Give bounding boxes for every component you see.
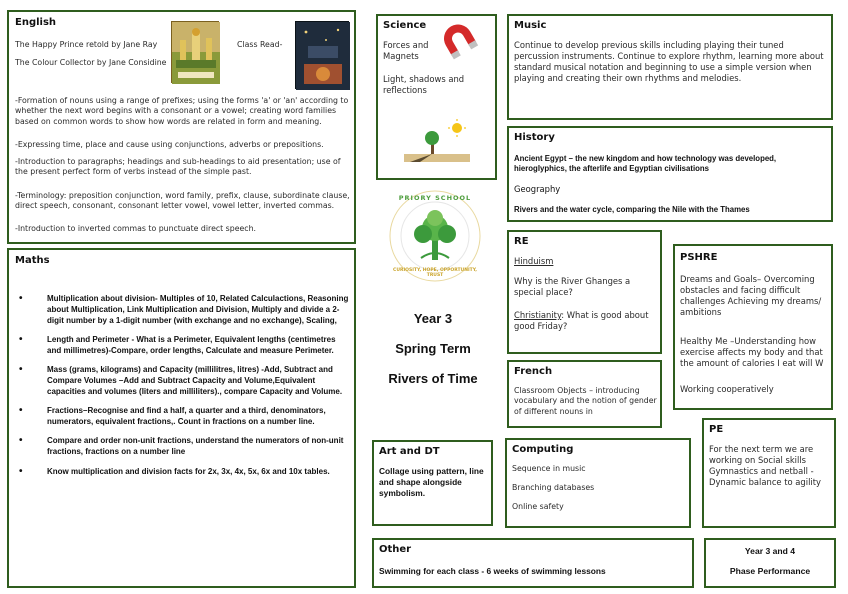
french-panel [507,360,662,428]
computing-panel [505,438,691,528]
english-point-3: -Introduction to paragraphs; headings and sub-headings to aid presentation; use of the present perfect form of verbs instead of the simple past. [15,157,341,177]
art-dt-heading: Art and DT [379,446,440,457]
other-heading: Other [379,544,412,555]
pe-heading: PE [709,424,724,435]
re-christianity-label: Christianity [514,310,562,320]
english-book-1: The Happy Prince retold by Jane Ray [15,40,158,49]
geography-text: Rivers and the water cycle, comparing the Nile with the Thames [514,205,750,214]
english-point-4: -Terminology: preposition conjunction, word family, prefix, clause, subordinate clause, direct speech, consonant, consonant letter vowel, vowel letter, inverted commas. [15,191,350,211]
re-heading: RE [514,236,529,247]
english-point-2: -Expressing time, place and cause using conjunctions, adverbs or prepositions. [15,140,324,149]
english-heading: English [15,17,57,28]
colour-collector-book-cover [295,21,349,89]
school-name: PRIORY SCHOOL [398,194,472,202]
maths-item: • Length and Perimeter - What is a Perimeter, Equivalent lengths (centimetres and millimetres)-Compare, order lengths, Calculate and measure Perimeter. [19,335,349,357]
computing-item: Branching databases [512,483,595,492]
pshre-cooperation: Working cooperatively [680,384,774,394]
science-topic-2: Light, shadows and reflections [383,74,465,95]
other-text: Swimming for each class - 6 weeks of swimming lessons [379,566,606,576]
class-read-label: Class Read- [237,40,283,49]
stars-illustration-icon [296,22,350,90]
happy-prince-book-cover [171,21,219,83]
maths-panel [7,248,356,588]
pshre-panel [673,244,833,410]
re-hinduism-label: Hinduism [514,256,554,266]
performance-panel [704,538,836,588]
performance-line-2: Phase Performance [729,566,811,576]
re-christianity-question: What is good about good Friday? [514,310,649,331]
theme-title: Rivers of Time [388,371,478,386]
re-christianity-line: Christianity: What is good about good Friday? [514,310,649,331]
re-panel [507,230,662,354]
history-heading: History [514,132,555,143]
maths-item: • Fractions–Recognise and find a half, a quarter and a third, denominators, numerators, equivalent fractions,. Count in fractions on a number line. [19,406,349,428]
computing-heading: Computing [512,444,574,455]
re-hinduism-question: Why is the River Ghanges a special place? [514,276,631,297]
french-heading: French [514,366,553,377]
science-heading: Science [383,20,427,31]
english-panel [7,10,356,244]
pe-text: For the next term we are working on Social skills Gymnastics and netball - Dynamic balance to agility [709,444,821,487]
school-motto: CURIOSITY, HOPE, OPPORTUNITY, TRUST [393,268,477,278]
french-text: Classroom Objects – introducing vocabulary and the notion of gender of different nouns in [514,386,657,416]
maths-item: • Know multiplication and division facts for 2x, 3x, 4x, 5x, 6x and 10x tables. [19,467,349,478]
geography-heading: Geography [514,184,561,194]
sun-shadow-icon [402,118,472,168]
pshre-heading: PSHRE [680,252,718,263]
english-point-1: -Formation of nouns using a range of prefixes; using the forms 'a' or 'an' according to whether the next word begins with a consonant or a vowel; creating word families based on common words to show how words are related in form and meaning. [15,96,349,126]
pe-panel [702,418,836,528]
pshre-dreams-goals: Dreams and Goals– Overcoming obstacles and facing difficult challenges Achieving my dreams/ ambitions [680,274,822,317]
other-panel [372,538,694,588]
year-title: Year 3 [413,311,453,326]
music-heading: Music [514,20,547,31]
magnet-icon [440,20,480,64]
history-panel [507,126,833,222]
maths-item: • Mass (grams, kilograms) and Capacity (millilitres, litres) -Add, Subtract and Compare Volumes –Add and Subtract Capacity and Volume,Equivalent capacities and volumes (liters and milliliters)., compare Capacity and Volume. [19,365,349,397]
computing-item: Sequence in music [512,464,586,473]
art-dt-text: Collage using pattern, line and shape alongside symbolism. [379,466,484,498]
maths-item: • Compare and order non-unit fractions, understand the numerators of non-unit fractions, fractions on a number line [19,436,349,458]
maths-list [19,294,349,486]
performance-line-1: Year 3 and 4 [744,546,796,556]
computing-item: Online safety [512,502,564,511]
science-topic-1: Forces and Magnets [383,40,429,61]
science-panel [376,14,497,180]
history-text: Ancient Egypt – the new kingdom and how technology was developed, hieroglyphics, the afterlife and Egyptian civilisations [514,154,777,174]
term-title: Spring Term [395,341,471,356]
maths-item: • Multiplication about division- Multiples of 10, Related Calculactions, Reasoning about Multiplication, Link Multiplication and Division, Multiply and divide a 2- digit number by a 1-digit number (with exchange and no exchange), Scaling, [19,294,349,326]
castle-illustration-icon [172,22,220,84]
pshre-healthy-me: Healthy Me –Understanding how exercise affects my body and that the amount of calories I eat will W [680,336,824,368]
music-text: Continue to develop previous skills including playing their tuned percussion instruments. Continue to explore rhythm, learning more about standard musical notation and beginning to use a simple version when playing and creating their own rhythms and melodies. [514,40,824,83]
music-panel [507,14,833,120]
english-book-2: The Colour Collector by Jane Considine [15,58,167,67]
art-dt-panel [372,440,493,526]
maths-heading: Maths [15,255,50,266]
english-point-5: -Introduction to inverted commas to punctuate direct speech. [15,224,256,233]
